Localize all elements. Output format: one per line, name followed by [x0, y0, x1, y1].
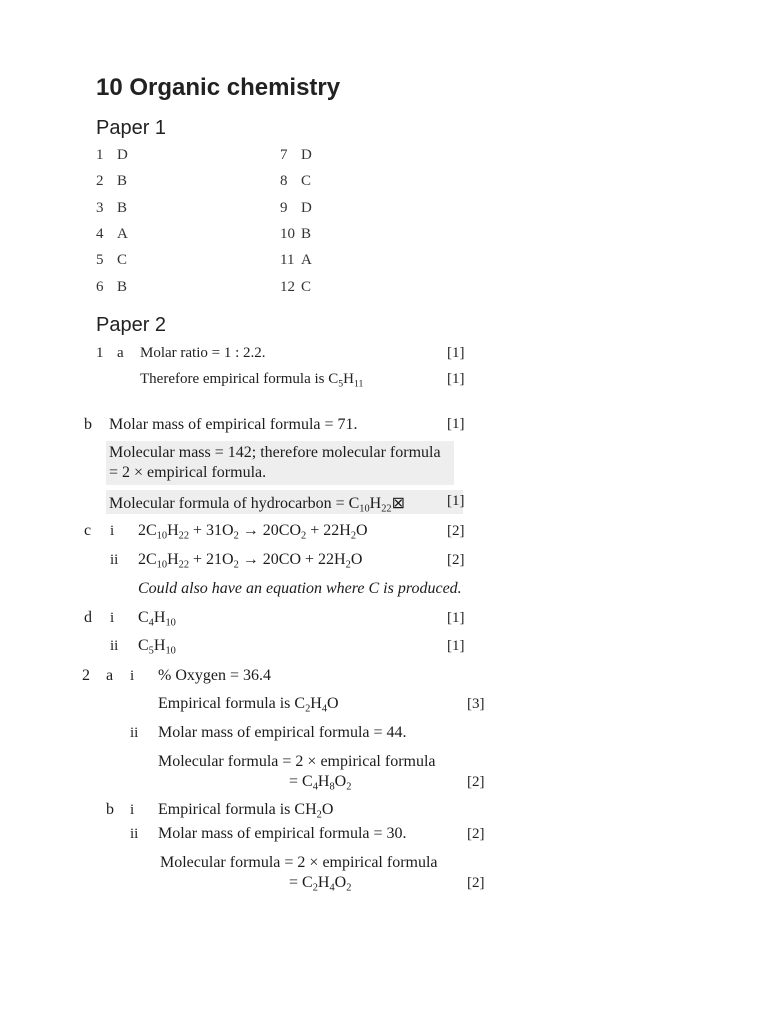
paper1-answer-letter: D — [117, 147, 128, 163]
q1-c-ii-label: ii — [110, 552, 119, 568]
q1-d-i-mark: [1] — [447, 610, 465, 626]
paper1-question-number: 6 — [96, 278, 104, 295]
paper1-question-number: 11 — [280, 252, 295, 269]
q2-a-i-line1: % Oxygen = 36.4 — [158, 667, 272, 684]
q2-a-ii-line1: Molar mass of empirical formula = 44. — [158, 724, 407, 741]
q1-b-line1: Molar mass of empirical formula = 71. — [109, 416, 358, 433]
q1-c-i-equation: $2C_{10}H_{22} + 31O_2 \to 20CO_2 + 22H_2O$ — [138, 522, 368, 542]
q2-a-i-mark: [3] — [467, 696, 485, 712]
paper1-heading: Paper 1 — [96, 117, 167, 139]
q1-d-ii-formula: $C_5H_{10}$ — [138, 637, 176, 657]
q1-d-i-label: i — [110, 610, 115, 626]
paper1-question-number: 10 — [280, 225, 295, 242]
q1-c-i-label: i — [110, 523, 115, 539]
paper1-question-number: 8 — [280, 173, 288, 190]
paper1-question-number: 5 — [96, 252, 104, 269]
q1-a-line1: Molar ratio = 1 : 2.2. — [140, 345, 266, 361]
q2-number: 2 — [82, 667, 90, 684]
q1-a-line2: Therefore empirical formula is $C_5H_{11}$ — [140, 371, 364, 390]
paper1-question-number: 3 — [96, 199, 104, 216]
paper1-answer-letter: B — [117, 173, 128, 190]
paper1-answer-letter: B — [117, 199, 128, 216]
paper1-question-number: 1 — [96, 147, 104, 163]
q1-d-i-formula: $C_4H_{10}$ — [138, 609, 176, 629]
paper1-answer-letter: A — [117, 225, 128, 242]
q1-b-line1-mark: [1] — [447, 416, 465, 432]
paper1-answer-letter: B — [117, 278, 128, 295]
paper2-heading: Paper 2 — [96, 314, 167, 336]
q1-b-line2a: Molecular mass = 142; therefore molecular formula — [109, 444, 441, 461]
paper1-question-number: 12 — [280, 278, 295, 295]
q2-b-ii-mark2: [2] — [467, 875, 485, 891]
q2-b-label: b — [106, 801, 114, 818]
q2-b-i-label: i — [130, 802, 135, 818]
q1-b-line3: Molecular formula of hydrocarbon = $C_{10}H_{22}⊠$ — [109, 495, 406, 515]
page-title: 10 Organic chemistry — [96, 74, 341, 101]
q2-a-ii-result: = $C_4H_8O_2$ — [289, 773, 352, 793]
q1-d-label: d — [84, 609, 92, 626]
q2-a-ii-label: ii — [130, 725, 139, 741]
q1-a-line1-mark: [1] — [447, 345, 465, 361]
paper1-question-number: 9 — [280, 199, 288, 216]
paper1-answer-letter: D — [301, 199, 312, 216]
paper1-question-number: 2 — [96, 173, 104, 190]
paper1-answer-letter: B — [301, 225, 312, 242]
q2-b-ii-label: ii — [130, 826, 139, 842]
paper1-question-number: 7 — [280, 147, 288, 163]
q2-a-label: a — [106, 667, 114, 684]
paper1-answer-letter: C — [301, 173, 312, 190]
q2-b-ii-line2: Molecular formula = 2 × empirical formula — [160, 854, 438, 871]
q1-b-label: b — [84, 416, 92, 433]
q2-b-ii-mark1: [2] — [467, 826, 485, 842]
q2-a-ii-line2: Molecular formula = 2 × empirical formula — [158, 753, 436, 770]
q1-c-ii-equation: $2C_{10}H_{22} + 21O_2 \to 20CO + 22H_2O$ — [138, 551, 363, 571]
q1-b-line2b: = 2 × empirical formula. — [109, 464, 267, 481]
paper1-answer-letter: C — [117, 252, 128, 269]
q2-a-i-label: i — [130, 668, 135, 684]
q1-c-i-mark: [2] — [447, 523, 465, 539]
q2-b-ii-result: = $C_2H_4O_2$ — [289, 874, 352, 894]
q2-b-ii-line1: Molar mass of empirical formula = 30. — [158, 825, 407, 842]
q1-number: 1 — [96, 345, 104, 361]
paper1-answer-letter: A — [301, 252, 312, 269]
q1-c-note: Could also have an equation where C is produced. — [138, 580, 462, 597]
q1-b-line3-mark: [1] — [447, 493, 465, 509]
q1-d-ii-label: ii — [110, 638, 119, 654]
q1-a-label: a — [117, 345, 124, 361]
q2-a-ii-mark: [2] — [467, 774, 485, 790]
paper1-answer-letter: D — [301, 147, 312, 163]
q1-d-ii-mark: [1] — [447, 638, 465, 654]
q1-a-line2-mark: [1] — [447, 371, 465, 387]
paper1-answer-letter: C — [301, 278, 312, 295]
q2-b-i-line: Empirical formula is $CH_2O$ — [158, 801, 334, 821]
q1-c-ii-mark: [2] — [447, 552, 465, 568]
paper1-question-number: 4 — [96, 225, 104, 242]
q1-c-label: c — [84, 522, 92, 539]
q2-a-i-line2: Empirical formula is $C_2H_4O$ — [158, 695, 339, 715]
